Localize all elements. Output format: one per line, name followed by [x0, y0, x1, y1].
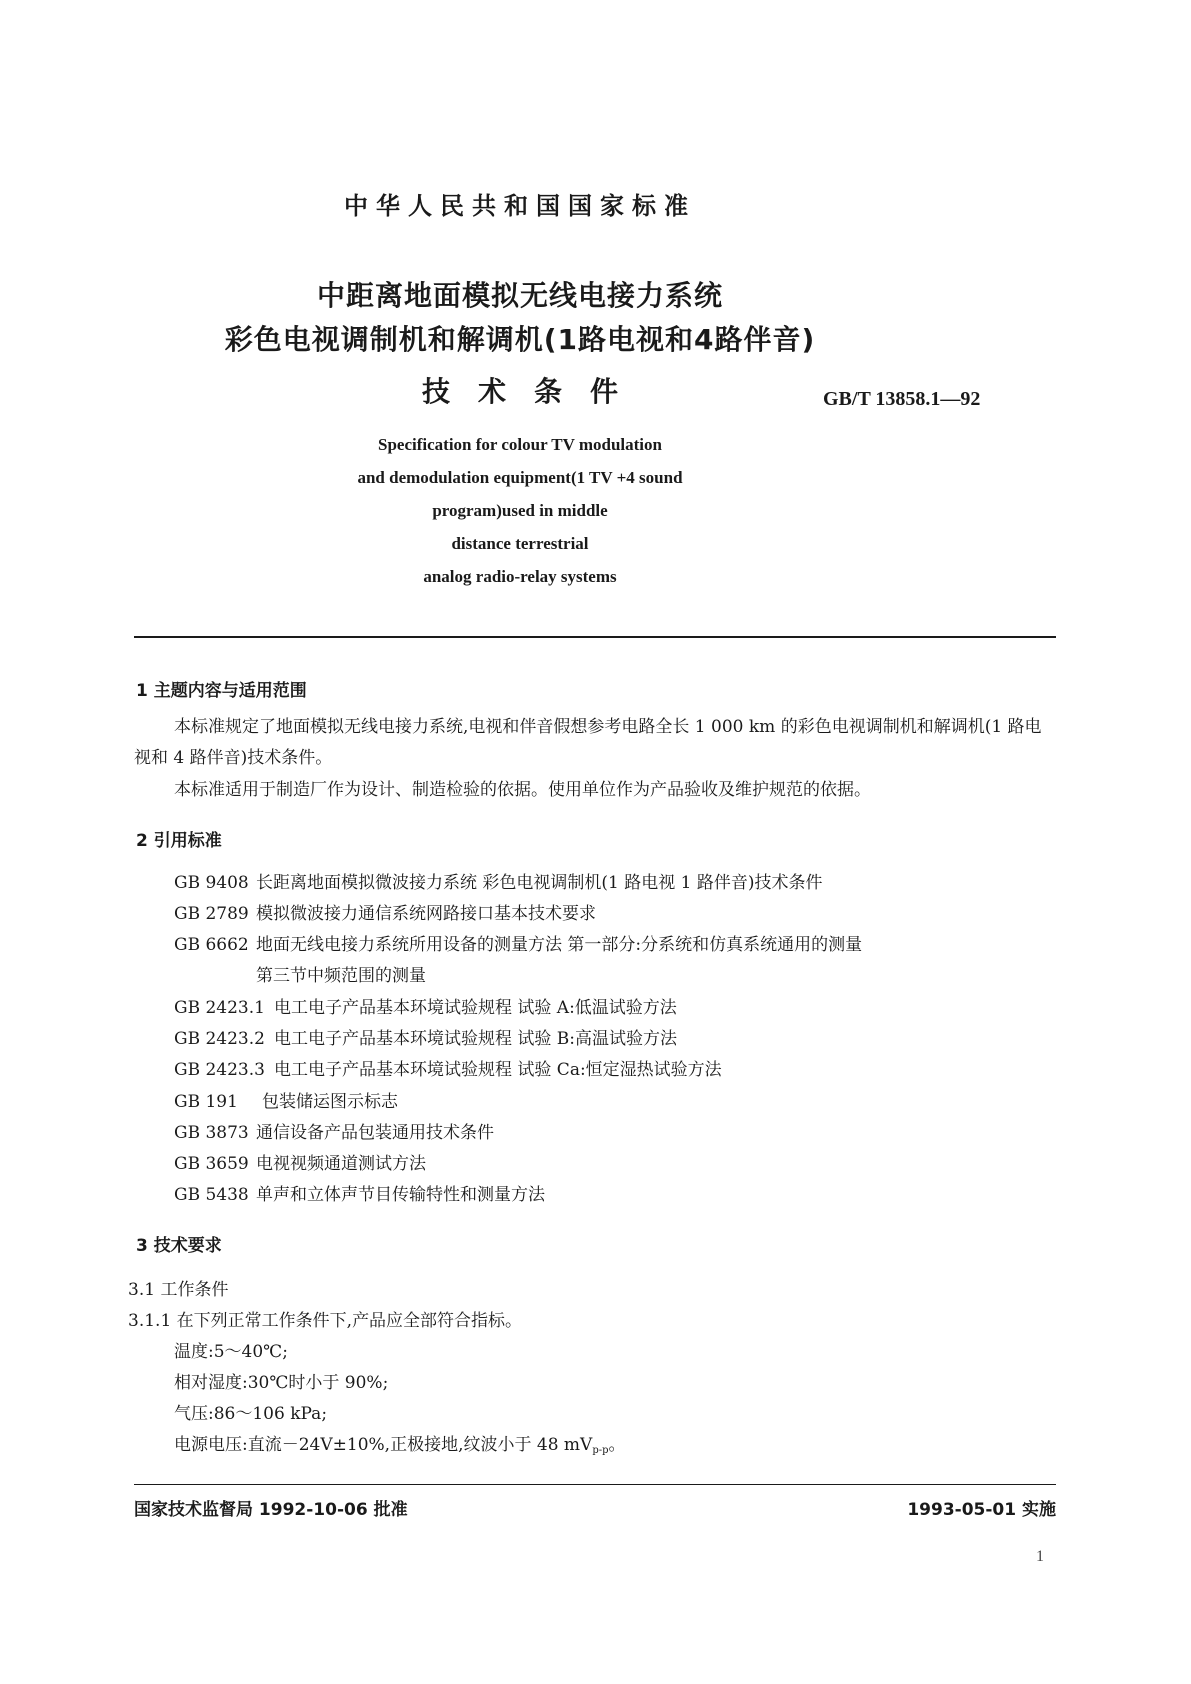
reference-item [174, 993, 677, 1018]
power-supply-subscript: p-p [592, 1445, 609, 1456]
reference-code: GB 3873 [174, 1123, 249, 1143]
english-title [0, 428, 1040, 593]
title-line-3: 技术条件 [421, 375, 646, 408]
section-2-heading: 2 引用标准 [136, 831, 222, 851]
english-title-line: program)used in middle [432, 501, 608, 520]
reference-title: 电工电子产品基本环境试验规程 试验 Ca:恒定湿热试验方法 [274, 1060, 722, 1080]
reference-code: GB 2789 [174, 904, 249, 924]
implementation-date: 1993-05-01 实施 [907, 1500, 1056, 1520]
reference-item [174, 1180, 545, 1205]
footer-divider [134, 1484, 1056, 1485]
reference-code: GB 6662 [174, 935, 249, 955]
reference-item [174, 930, 862, 955]
reference-title: 长距离地面模拟微波接力系统 彩色电视调制机(1 路电视 1 路伴音)技术条件 [256, 873, 823, 893]
reference-code: GB 191 [174, 1092, 238, 1112]
reference-title: 电工电子产品基本环境试验规程 试验 B:高温试验方法 [274, 1029, 678, 1049]
reference-item [174, 1055, 722, 1080]
reference-title: 电视视频通道测试方法 [256, 1154, 426, 1174]
subsection-3-1-1: 3.1.1 在下列正常工作条件下,产品应全部符合指标。 [128, 1311, 523, 1331]
reference-item [174, 1024, 677, 1049]
condition-power-supply [174, 1431, 626, 1465]
condition-pressure: 气压:86～106 kPa; [174, 1404, 328, 1424]
reference-title: 电工电子产品基本环境试验规程 试验 A:低温试验方法 [274, 998, 677, 1018]
reference-code: GB 3659 [174, 1154, 249, 1174]
reference-title: 单声和立体声节目传输特性和测量方法 [256, 1185, 545, 1205]
subsection-3-1: 3.1 工作条件 [128, 1280, 229, 1300]
reference-title: 包装储运图示标志 [262, 1092, 398, 1112]
reference-item [174, 899, 596, 924]
reference-title: 模拟微波接力通信系统网路接口基本技术要求 [256, 904, 596, 924]
reference-code: GB 2423.2 [174, 1029, 265, 1049]
reference-item [174, 1118, 494, 1143]
section-1-heading: 1 主题内容与适用范围 [136, 681, 307, 701]
approval-date: 国家技术监督局 1992-10-06 批准 [134, 1500, 408, 1520]
reference-continuation: 第三节中频范围的测量 [256, 966, 426, 986]
reference-code: GB 2423.3 [174, 1060, 265, 1080]
english-title-line: analog radio-relay systems [423, 567, 617, 586]
reference-title: 地面无线电接力系统所用设备的测量方法 第一部分:分系统和仿真系统通用的测量 [256, 935, 863, 955]
power-supply-text: 电源电压:直流－24V±10%,正极接地,纹波小于 48 mV [174, 1435, 593, 1455]
section-1-paragraph-1: 本标准规定了地面模拟无线电接力系统,电视和伴音假想参考电路全长 1 000 km 的彩色电视调制机和解调机(1 路电视和 4 路伴音)技术条件。 [134, 717, 1042, 768]
reference-code: GB 2423.1 [174, 998, 265, 1018]
english-title-line: and demodulation equipment(1 TV +4 sound [357, 468, 683, 487]
section-1-paragraph-2: 本标准适用于制造厂作为设计、制造检验的依据。使用单位作为产品验收及维护规范的依据。 [174, 780, 871, 800]
reference-item [174, 1149, 426, 1174]
header-divider [134, 636, 1056, 638]
national-standard-heading: 中华人民共和国国家标准 [344, 192, 696, 220]
reference-code: GB 5438 [174, 1185, 249, 1205]
section-3-heading: 3 技术要求 [136, 1236, 222, 1256]
standard-code: GB/T 13858.1—92 [823, 388, 981, 410]
english-title-line: Specification for colour TV modulation [378, 435, 662, 454]
title-line-1: 中距离地面模拟无线电接力系统 [316, 279, 723, 312]
english-title-line: distance terrestrial [451, 534, 589, 553]
page-number: 1 [1036, 1548, 1044, 1565]
reference-item [174, 868, 823, 893]
power-supply-end: 。 [608, 1435, 626, 1455]
title-line-2: 彩色电视调制机和解调机(1路电视和4路伴音) [224, 323, 816, 356]
condition-humidity: 相对湿度:30℃时小于 90%; [174, 1373, 389, 1393]
reference-title: 通信设备产品包装通用技术条件 [256, 1123, 494, 1143]
condition-temperature: 温度:5～40℃; [174, 1342, 288, 1362]
reference-code: GB 9408 [174, 873, 249, 893]
reference-item [174, 1087, 398, 1112]
